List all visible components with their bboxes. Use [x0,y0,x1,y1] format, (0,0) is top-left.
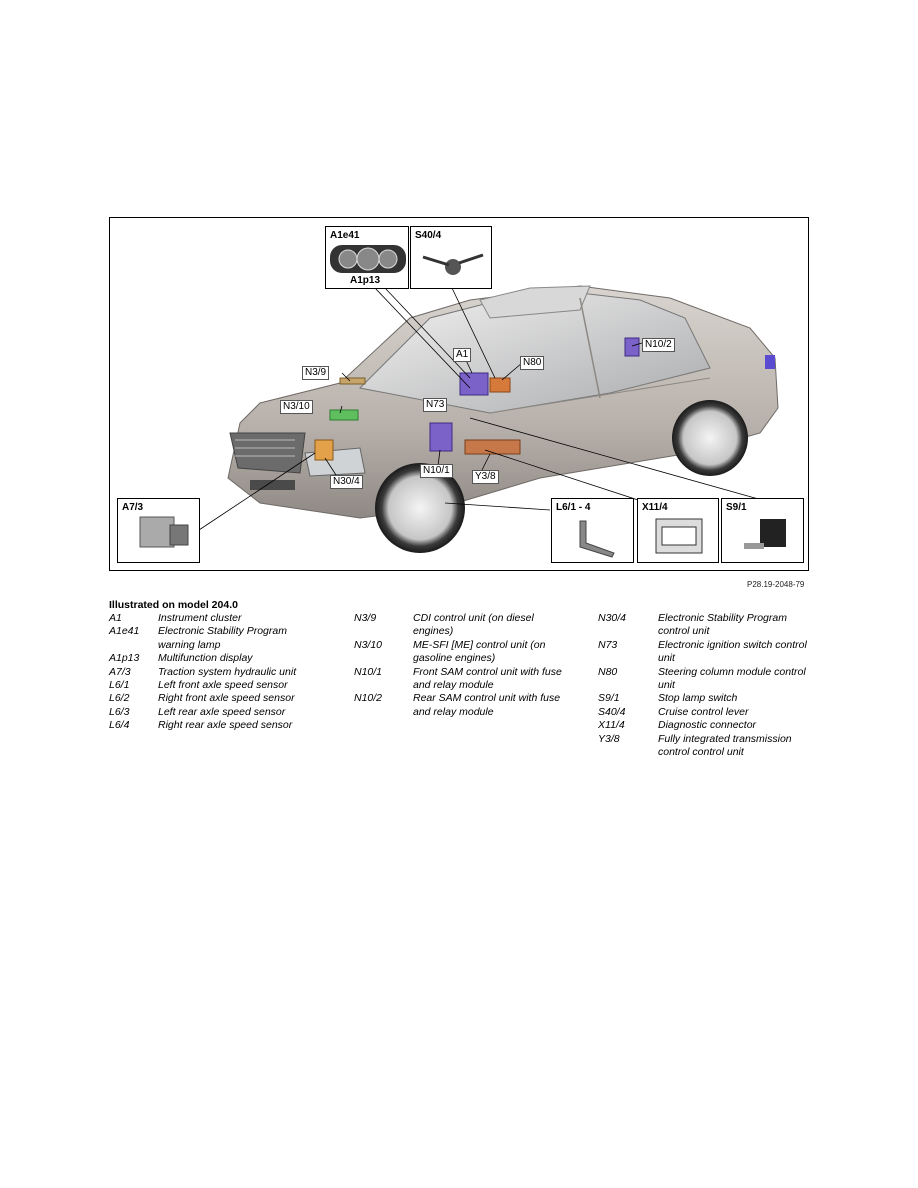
esp-control-part [315,440,333,460]
callout-a1: A1 [453,348,471,362]
callout-n30-4: N30/4 [330,475,363,489]
rear-sam-part [625,338,639,356]
legend-description: Electronic Stability Program warning lamp [158,625,287,651]
inset-instrument-title: A1e41 [330,230,360,241]
inset-hydraulic-unit [117,498,200,563]
legend-code: S40/4 [598,705,626,718]
instrument-cluster-part [460,373,488,395]
inset-cruise-title: S40/4 [415,230,442,241]
legend-description: ME-SFI [ME] control unit (on gasoline engines) [413,638,546,665]
legend-description: Fully integrated transmission control control unit [658,732,792,759]
legend-column-1 [109,612,319,733]
callout-n3-10: N3/10 [280,400,313,414]
legend-row [109,666,319,679]
legend-code: S9/1 [598,692,620,705]
callout-y3-8: Y3/8 [472,470,499,484]
inset-instrument-cluster [325,226,409,289]
legend-row [354,639,564,666]
legend-row [598,706,818,719]
legend-row [598,639,818,666]
inset-speed-sensor-title: L6/1 - 4 [556,502,591,513]
legend-code: N10/2 [354,692,383,705]
inset-hydraulic-title: A7/3 [122,502,144,513]
legend-description: Cruise control lever [658,705,749,718]
legend-code: N10/1 [354,665,383,678]
legend-heading: Illustrated on model 204.0 [109,599,238,611]
callout-n80: N80 [520,356,544,370]
legend-code: A1p13 [109,652,140,665]
legend-description: Electronic ignition switch control unit [658,638,807,665]
legend-row [598,612,818,639]
legend-description: Instrument cluster [158,612,242,624]
legend-description: Rear SAM control unit with fuse and relay module [413,692,561,718]
legend-row [109,719,319,732]
taillight [765,355,775,369]
legend-code: X11/4 [598,719,625,732]
legend-code: A7/3 [109,665,131,678]
legend-description: Right front axle speed sensor [158,692,295,705]
speed-sensor-icon [552,499,635,564]
legend-code: N3/10 [354,638,383,651]
legend-description: Left rear axle speed sensor [158,705,286,718]
cdi-control-part [340,378,365,384]
legend-code: A1e41 [109,625,140,638]
inset-stop-lamp-title: S9/1 [726,502,747,513]
callout-n10-1: N10/1 [420,464,453,478]
rear-wheel [672,400,748,476]
legend-row [109,679,319,692]
legend-description: Multifunction display [158,652,253,665]
legend-description: Steering column module control unit [658,665,806,692]
legend-description: Right rear axle speed sensor [158,719,293,732]
front-sam-part [430,423,452,451]
legend-description: CDI control unit (on diesel engines) [413,612,534,638]
legend-row [109,652,319,665]
steering-module-part [490,378,510,392]
legend-description: Traction system hydraulic unit [158,665,297,678]
legend-description: Stop lamp switch [658,692,738,705]
legend-row [598,666,818,693]
legend-row [354,666,564,693]
callout-n3-9: N3/9 [302,366,329,380]
inset-cruise-lever [410,226,492,289]
legend-row [354,692,564,719]
legend-description: Front SAM control unit with fuse and relay module [413,665,562,692]
legend-code: N80 [598,665,618,678]
legend-column-3 [598,612,818,759]
legend-code: L6/2 [109,692,130,705]
legend-code: L6/3 [109,705,130,718]
inset-instrument-subtitle: A1p13 [350,275,381,286]
legend-row [354,612,564,639]
legend-row [598,719,818,732]
legend-code: Y3/8 [598,732,620,745]
legend-code: A1 [109,612,122,624]
engine-control-part [330,410,358,420]
legend-description: Left front axle speed sensor [158,679,288,692]
figure-reference: P28.19-2048-79 [747,580,805,589]
legend-description: Diagnostic connector [658,719,757,732]
callout-n73: N73 [423,398,447,412]
legend-code: N3/9 [354,612,377,624]
car-component-diagram [109,217,809,571]
legend-code: L6/4 [109,719,130,732]
inset-stop-lamp-switch [721,498,804,563]
inset-diagnostic-title: X11/4 [642,502,668,513]
legend-code: N73 [598,638,618,651]
callout-n10-2: N10/2 [642,338,675,352]
inset-diagnostic-connector [637,498,719,563]
hydraulic-unit-icon [118,499,201,564]
cruise-lever-icon [411,227,493,290]
inset-speed-sensor [551,498,634,563]
legend-column-2 [354,612,564,719]
legend-row [109,625,319,652]
legend-code: N30/4 [598,612,627,624]
legend-row [598,692,818,705]
legend-row [109,706,319,719]
transmission-unit-part [465,440,520,454]
diagnostic-connector-icon [638,499,720,564]
legend-row [109,692,319,705]
legend-row [109,612,319,625]
legend-description: Electronic Stability Program control unit [658,612,787,638]
legend-code: L6/1 [109,679,130,692]
legend-row [598,733,818,760]
stop-lamp-switch-icon [722,499,805,564]
